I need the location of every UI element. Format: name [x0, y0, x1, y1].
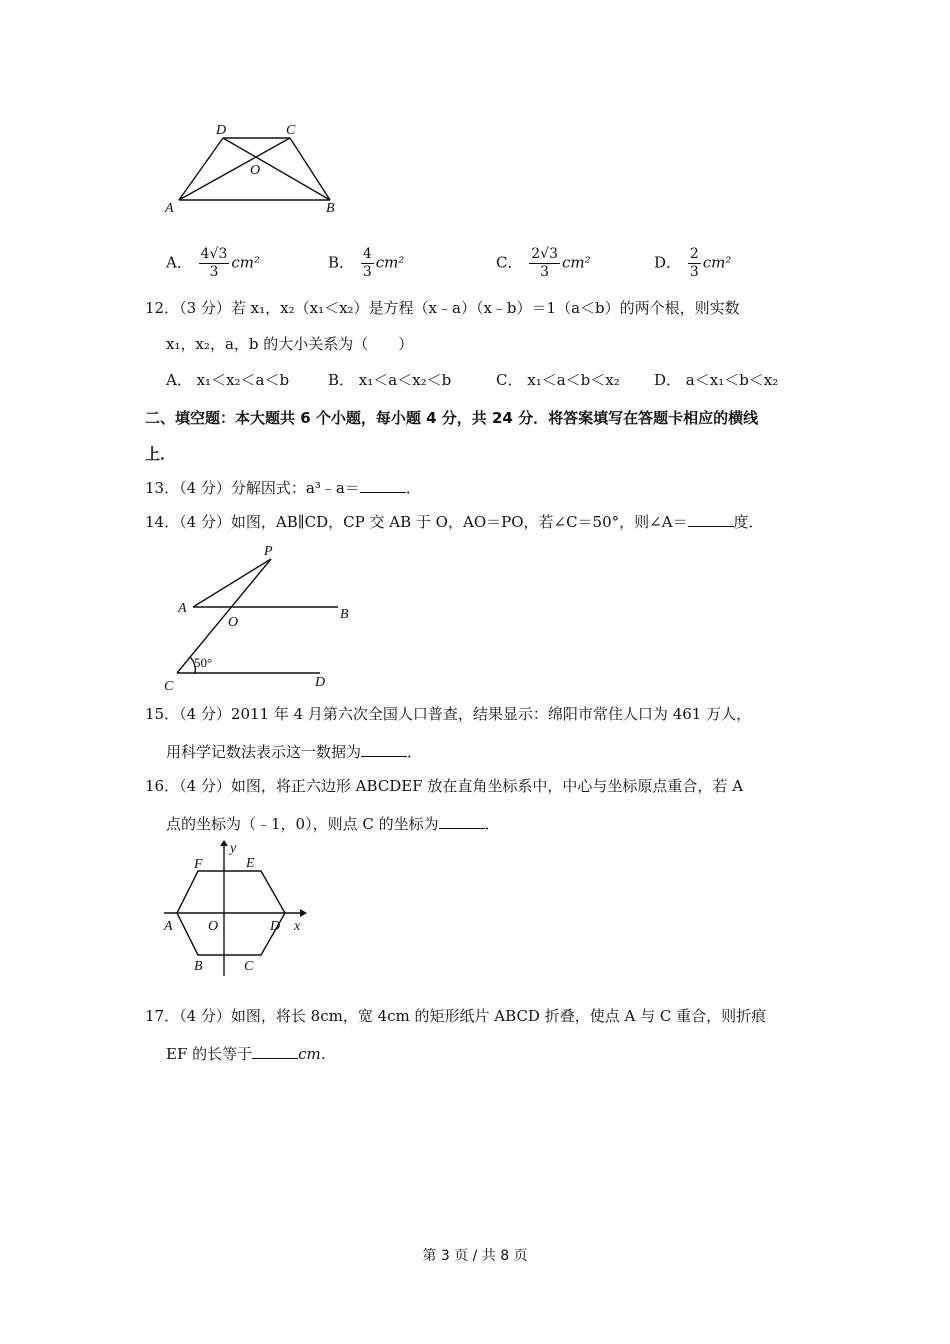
q11-option-d: [654, 246, 731, 281]
unit: cm²: [375, 253, 405, 272]
label-A: A: [178, 601, 187, 616]
q11-option-a: [166, 246, 260, 281]
q13-end: ．: [405, 479, 421, 497]
label-D: D: [216, 123, 227, 138]
label-E: E: [246, 856, 255, 871]
q15-line1: 15．（4 分）2011 年 4 月第六次全国人口普查，结果显示：绵阳市常住人口为 461 万人，: [145, 705, 752, 723]
q16-line1: 16．（4 分）如图，将正六边形 ABCDEF 放在直角坐标系中，中心与坐标原点重合，若 A: [145, 777, 744, 795]
q15-text: 用科学记数法表示这一数据为: [166, 743, 362, 761]
label-B: B: [340, 607, 349, 622]
q13-question: [145, 478, 421, 498]
label-D: D: [270, 919, 281, 934]
label-C: C: [164, 679, 174, 694]
q16-line2: [166, 814, 500, 834]
label-C: C: [244, 959, 254, 974]
q12-option-d: D． a＜x₁＜b＜x₂: [654, 371, 779, 389]
option-label: B．: [328, 253, 355, 272]
q12-line1: 12．（3 分）若 x₁，x₂（x₁＜x₂）是方程（x﹣a）（x﹣b）＝1（a＜b）的两个根，则实数: [145, 299, 740, 317]
parallel-lines-figure: [160, 540, 360, 695]
q16-end: ．: [484, 815, 500, 833]
option-label: D．: [654, 253, 682, 272]
numerator: 4√3: [200, 246, 228, 262]
answer-blank: [688, 512, 734, 527]
label-x: x: [294, 919, 301, 934]
y-axis-arrow: [220, 840, 228, 846]
section-heading: 二、填空题：本大题共 6 个小题，每小题 4 分，共 24 分．将答案填写在答题卡相应的横线: [145, 409, 759, 427]
unit: cm²: [702, 253, 732, 272]
trapezoid-figure: [160, 118, 350, 218]
q12-line2: x₁，x₂，a，b 的大小关系为（ ）: [166, 335, 414, 353]
q17-line1: 17．（4 分）如图，将长 8cm，宽 4cm 的矩形纸片 ABCD 折叠，使点 A 与 C 重合，则折痕: [145, 1007, 767, 1025]
label-y: y: [230, 841, 237, 856]
q12-option-b: B． x₁＜a＜x₂＜b: [328, 371, 452, 389]
option-label: A．: [166, 253, 192, 272]
label-F: F: [194, 857, 203, 872]
label-B: B: [326, 201, 335, 216]
numerator: 2: [689, 246, 699, 262]
label-O: O: [228, 615, 239, 630]
q11-option-b: [328, 246, 404, 281]
answer-blank: [360, 478, 406, 493]
q17-end: cm．: [298, 1045, 336, 1063]
unit: cm²: [231, 253, 261, 272]
label-A: A: [165, 201, 174, 216]
unit: cm²: [562, 253, 591, 272]
fraction: [361, 246, 374, 281]
q14-text: 14．（4 分）如图，AB∥CD，CP 交 AB 于 O，AO＝PO，若∠C＝50°，则∠A＝: [145, 513, 688, 531]
angle-label: 50°: [194, 655, 213, 670]
answer-blank: [252, 1044, 298, 1059]
q12-option-c: C． x₁＜a＜b＜x₂: [496, 371, 620, 389]
option-label: C．: [496, 253, 523, 272]
x-axis-arrow: [300, 909, 307, 917]
q15-line2: [166, 742, 422, 762]
label-C: C: [286, 123, 296, 138]
numerator: 2√3: [531, 246, 559, 262]
q14-question: [145, 512, 764, 532]
label-B: B: [194, 959, 203, 974]
denominator: 3: [540, 264, 550, 280]
label-D: D: [315, 675, 326, 690]
label-A: A: [164, 919, 173, 934]
denominator: 3: [362, 264, 372, 280]
q12-option-a: A． x₁＜x₂＜a＜b: [166, 371, 290, 389]
fraction: [529, 246, 560, 281]
page-footer: 第 3 页 / 共 8 页: [422, 1248, 528, 1264]
q16-text: 点的坐标为（﹣1，0），则点 C 的坐标为: [166, 815, 439, 833]
answer-blank: [439, 814, 485, 829]
answer-blank: [361, 742, 407, 757]
numerator: 4: [362, 246, 372, 262]
q17-line2: [166, 1044, 336, 1064]
hexagon-figure: [160, 840, 320, 980]
q17-text: EF 的长等于: [166, 1045, 253, 1063]
fraction: [688, 246, 701, 281]
q14-end: 度．: [733, 513, 764, 531]
label-O: O: [208, 919, 219, 934]
q11-option-c: [496, 246, 591, 281]
section-heading-cont: 上．: [145, 445, 176, 463]
label-O: O: [250, 163, 261, 178]
q11-options: [166, 236, 826, 280]
label-P: P: [264, 544, 273, 559]
fraction: [199, 246, 230, 281]
denominator: 3: [209, 264, 219, 280]
denominator: 3: [689, 264, 699, 280]
q13-text: 13．（4 分）分解因式：a³﹣a＝: [145, 479, 360, 497]
q15-end: ．: [407, 743, 423, 761]
